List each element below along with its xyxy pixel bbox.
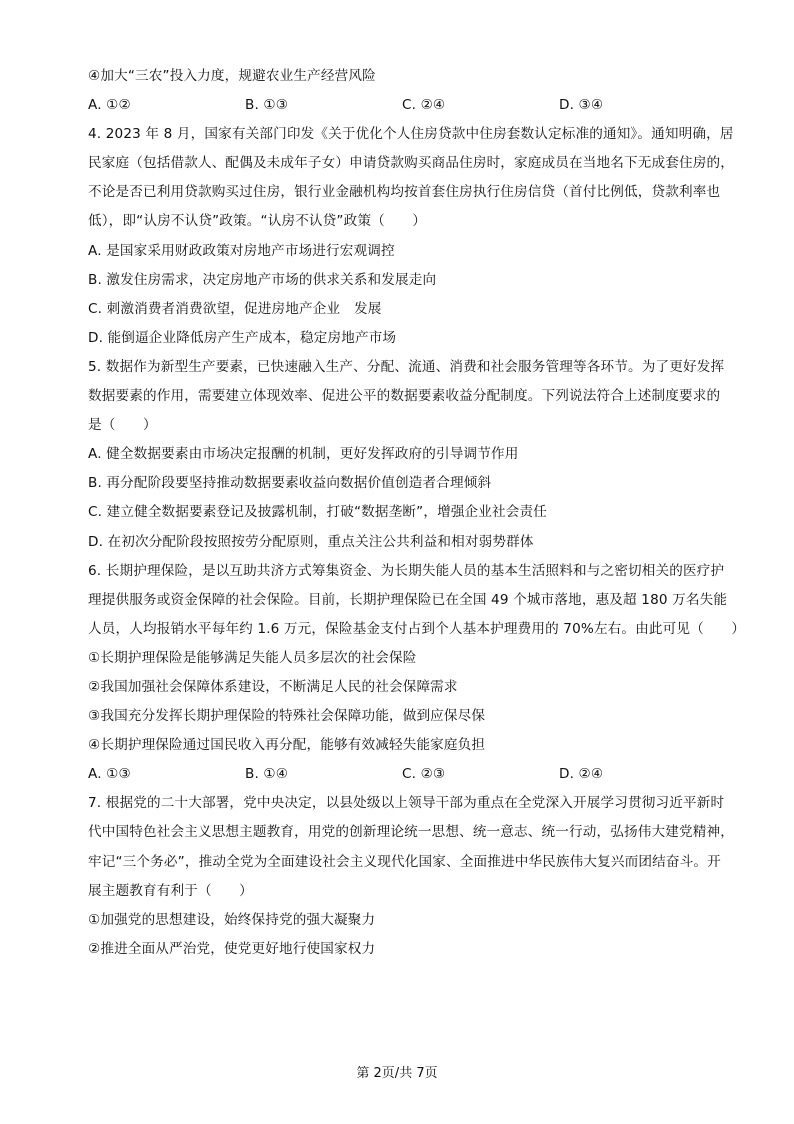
page-content bbox=[88, 62, 746, 964]
question-4-line-2: 民家庭（包括借款人、配偶及未成年子女）申请贷款购买商品住房时，家庭成员在当地名下无成套住房的， bbox=[88, 155, 734, 172]
answer-options-q3 bbox=[88, 91, 728, 120]
option-a: A. ①③ bbox=[88, 766, 131, 783]
text-line: ④加大“三农”投入力度，规避农业生产经营风险 bbox=[88, 68, 376, 84]
question-5-option-b: B. 再分配阶段要坚持推动数据要素收益向数据价值创造者合理倾斜 bbox=[88, 475, 492, 492]
option-d: D. ②④ bbox=[559, 766, 604, 783]
option-d: D. ③④ bbox=[559, 97, 604, 114]
question-7-line-4: 展主题教育有利于（ ） bbox=[88, 882, 253, 899]
question-6-line-1: 6. 长期护理保险，是以互助共济方式筹集资金、为长期失能人员的基本生活照料和与之密切相关的医疗护 bbox=[88, 562, 725, 579]
question-5-option-c: C. 建立健全数据要素登记及披露机制，打破“数据垄断”，增强企业社会责任 bbox=[88, 504, 548, 521]
question-4-line-1: 4. 2023 年 8 月，国家有关部门印发《关于优化个人住房贷款中住房套数认定标准的通知》。通知明确，居 bbox=[88, 126, 734, 143]
question-6-line-3: 人员，人均报销水平每年约 1.6 万元，保险基金支付占到个人基本护理费用的 70%左右。由此可见（ ） bbox=[88, 620, 746, 637]
question-5-line-1: 5. 数据作为新型生产要素，已快速融入生产、分配、流通、消费和社会服务管理等各环节。为了更好发挥 bbox=[88, 358, 725, 375]
question-6-statement-1: ①长期护理保险是能够满足失能人员多层次的社会保险 bbox=[88, 649, 417, 666]
question-7-statement-1: ①加强党的思想建设，始终保持党的强大凝聚力 bbox=[88, 911, 376, 928]
question-5-line-2: 数据要素的作用，需要建立体现效率、促进公平的数据要素收益分配制度。下列说法符合上述制度要求的 bbox=[88, 388, 721, 405]
question-6-statement-3: ③我国充分发挥长期护理保险的特殊社会保障功能，做到应保尽保 bbox=[88, 708, 486, 725]
option-a: A. ①② bbox=[88, 97, 131, 114]
question-5-line-3: 是（ ） bbox=[88, 417, 157, 434]
question-4-option-c: C. 刺激消费者消费欲望，促进房地产企业 发展 bbox=[88, 300, 382, 317]
question-7-line-3: 牢记“三个务必”，推动全党为全面建设社会主义现代化国家、全面推进中华民族伟大复兴而团结奋斗。开 bbox=[88, 853, 721, 870]
option-b: B. ①④ bbox=[245, 766, 289, 783]
option-b: B. ①③ bbox=[245, 97, 289, 114]
question-4-option-d: D. 能倒逼企业降低房产生产成本，稳定房地产市场 bbox=[88, 329, 397, 346]
option-c: C. ②③ bbox=[402, 766, 446, 783]
question-4-line-4: 低），即“认房不认贷”政策。“认房不认贷”政策（ ） bbox=[88, 213, 427, 230]
question-6-line-2: 理提供服务或资金保障的社会保险。目前，长期护理保险已在全国 49 个城市落地，惠及超 180 万名失能 bbox=[88, 591, 728, 608]
option-c: C. ②④ bbox=[402, 97, 446, 114]
question-6-statement-2: ②我国加强社会保障体系建设，不断满足人民的社会保障需求 bbox=[88, 678, 458, 695]
answer-options-q6 bbox=[88, 760, 728, 789]
question-7-line-2: 代中国特色社会主义思想主题教育，用党的创新理论统一思想、统一意志、统一行动，弘扬伟大建党精神， bbox=[88, 824, 734, 841]
question-5-option-d: D. 在初次分配阶段按照按劳分配原则，重点关注公共利益和相对弱势群体 bbox=[88, 533, 534, 550]
page-footer: 第 2页/共 7页 bbox=[356, 1066, 438, 1081]
question-4-line-3: 不论是否已利用贷款购买过住房，银行业金融机构均按首套住房执行住房信贷（首付比例低，贷款利率也 bbox=[88, 184, 721, 201]
question-6-statement-4: ④长期护理保险通过国民收入再分配，能够有效减轻失能家庭负担 bbox=[88, 737, 486, 754]
question-4-option-a: A. 是国家采用财政政策对房地产市场进行宏观调控 bbox=[88, 242, 395, 259]
question-5-option-a: A. 健全数据要素由市场决定报酬的机制，更好发挥政府的引导调节作用 bbox=[88, 446, 519, 463]
question-4-option-b: B. 激发住房需求，决定房地产市场的供求关系和发展走向 bbox=[88, 271, 437, 288]
question-7-line-1: 7. 根据党的二十大部署，党中央决定，以县处级以上领导干部为重点在全党深入开展学习贯彻习近平新时 bbox=[88, 795, 725, 812]
question-7-statement-2: ②推进全面从严治党，使党更好地行使国家权力 bbox=[88, 940, 376, 957]
